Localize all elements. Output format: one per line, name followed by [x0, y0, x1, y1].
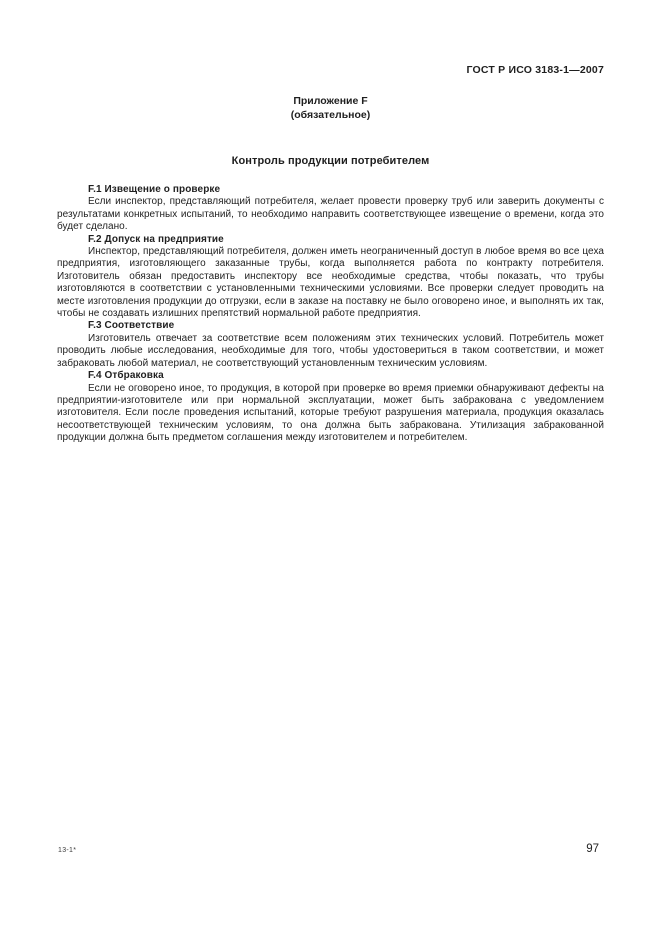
page-number: 97: [586, 843, 599, 855]
section-paragraph-f1: Если инспектор, представляющий потребителя, желает провести проверку труб или заверить документы с результатами конкретных испытаний, то необходимо направить соответствующее извещение о времени, когда это будет сделано.: [57, 196, 604, 233]
document-body: [57, 184, 604, 445]
section-heading-f3: F.3 Соответствие: [88, 320, 175, 332]
section-paragraph-f4: Если не оговорено иное, то продукция, в которой при проверке во время приемки обнаруживают дефекты на предприятии-изготовителе или при нормальной эксплуатации, может быть забракована с уведомлением изготовителя. Если после проведения испытаний, которые требуют разрушения материала, продукция оказалась несоответствующей техническим условиям, то она должна быть забракована. Утилизация забракованной продукции должна быть предметом соглашения между изготовителем и потребителем.: [57, 382, 604, 444]
annex-label: Приложение F: [293, 95, 368, 107]
section-heading-f2: F.2 Допуск на предприятие: [88, 233, 224, 245]
section-heading-f4: F.4 Отбраковка: [88, 370, 164, 382]
section-heading-f1: F.1 Извещение о проверке: [88, 184, 221, 195]
page-title: Контроль продукции потребителем: [231, 155, 430, 167]
section-paragraph-f2: Инспектор, представляющий потребителя, должен иметь неограниченный доступ в любое время во все цеха предприятия, изготовляющего заказанные трубы, когда выполняется работа по контракту потребителя. Изготовитель обязан предоставить инспектору все необходимые средства, чтобы показать, что трубы изготовляются в соответствии с установленными техническими условиями. Все проверки следует проводить на месте изготовления продукции до отгрузки, если в заказе на поставку не было оговорено иное, и выполнять их так, чтобы не создавать излишних препятствий нормальной работе предприятия.: [57, 246, 604, 320]
annex-block: [0, 94, 661, 122]
footer-print-signature: 13-1*: [58, 847, 77, 854]
running-header-standard-designation: ГОСТ Р ИСО 3183-1—2007: [466, 64, 604, 76]
annex-type: (обязательное): [290, 109, 371, 121]
section-paragraph-f3: Изготовитель отвечает за соответствие всем положениям этих технических условий. Потребитель может проводить любые исследования, необходимые для того, чтобы удостовериться в таком соответствии, и может забраковать любой материал, не соответствующий установленным техническим условиям.: [57, 332, 604, 369]
